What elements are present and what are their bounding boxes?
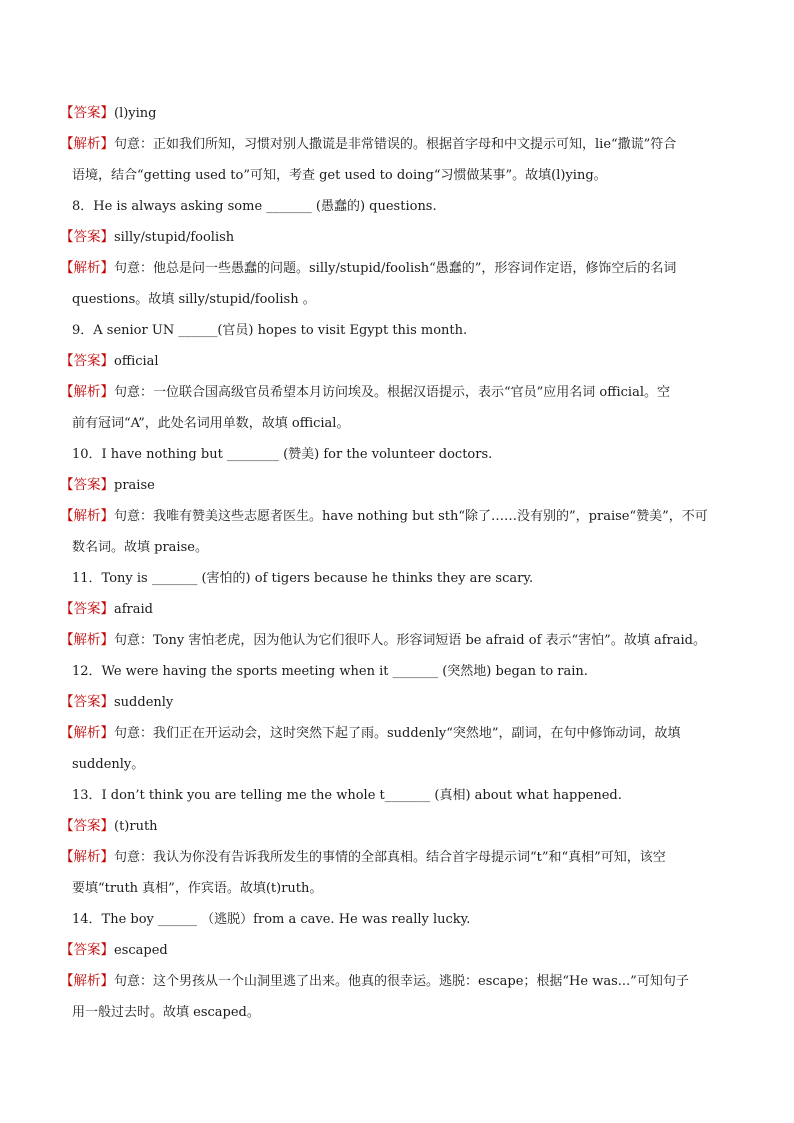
analysis-text: 句意：他总是问一些愚蠢的问题。silly/stupid/foolish“愚蠢的”，形容词作定语，修饰空后的名词 xyxy=(114,261,677,276)
analysis-line xyxy=(60,501,724,532)
answer-text: official xyxy=(114,354,159,369)
answer-line xyxy=(60,811,724,842)
answer-text: silly/stupid/foolish xyxy=(114,230,235,245)
analysis-line xyxy=(60,625,724,656)
answer-text: suddenly xyxy=(114,695,174,710)
analysis-continuation xyxy=(72,749,724,780)
continuation-text: 前有冠词“A”，此处名词用单数，故填 official。 xyxy=(72,416,350,431)
answer-text: (l)ying xyxy=(114,106,157,121)
answer-line xyxy=(60,98,724,129)
analysis-text: 句意：Tony 害怕老虎，因为他认为它们很吓人。形容词短语 be afraid of 表示“害怕”。故填 afraid。 xyxy=(114,633,706,648)
question-line xyxy=(72,656,724,687)
analysis-text: 句意：我们正在开运动会，这时突然下起了雨。suddenly“突然地”，副词，在句中修饰动词，故填 xyxy=(114,726,681,741)
answer-line xyxy=(60,346,724,377)
answer-tag: 【答案】 xyxy=(60,694,114,710)
question-text: 11．Tony is _______ (害怕的) of tigers because he thinks they are scary. xyxy=(72,571,534,586)
answer-tag: 【答案】 xyxy=(60,818,114,834)
question-text: 9．A senior UN ______(官员) hopes to visit Egypt this month. xyxy=(72,323,468,338)
question-text: 10．I have nothing but ________ (赞美) for the volunteer doctors. xyxy=(72,447,493,462)
analysis-tag: 【解析】 xyxy=(60,260,114,276)
analysis-text: 句意：一位联合国高级官员希望本月访问埃及。根据汉语提示，表示“官员”应用名词 official。空 xyxy=(114,385,670,400)
analysis-line xyxy=(60,718,724,749)
analysis-tag: 【解析】 xyxy=(60,632,114,648)
answer-tag: 【答案】 xyxy=(60,105,114,121)
answer-tag: 【答案】 xyxy=(60,477,114,493)
analysis-line xyxy=(60,129,724,160)
question-line xyxy=(72,315,724,346)
analysis-tag: 【解析】 xyxy=(60,849,114,865)
analysis-line xyxy=(60,377,724,408)
analysis-text: 句意：我认为你没有告诉我所发生的事情的全部真相。结合首字母提示词“t”和“真相”可知，该空 xyxy=(114,850,666,865)
analysis-tag: 【解析】 xyxy=(60,508,114,524)
analysis-tag: 【解析】 xyxy=(60,136,114,152)
question-line xyxy=(72,439,724,470)
document-page xyxy=(60,98,724,1028)
analysis-continuation xyxy=(72,873,724,904)
answer-line xyxy=(60,935,724,966)
answer-line xyxy=(60,222,724,253)
answer-line xyxy=(60,470,724,501)
question-line xyxy=(72,904,724,935)
analysis-tag: 【解析】 xyxy=(60,725,114,741)
answer-line xyxy=(60,687,724,718)
question-text: 12．We were having the sports meeting when it _______ (突然地) began to rain. xyxy=(72,664,588,679)
answer-tag: 【答案】 xyxy=(60,353,114,369)
question-text: 14．The boy ______ （逃脱）from a cave. He was really lucky. xyxy=(72,912,471,927)
analysis-line xyxy=(60,253,724,284)
continuation-text: questions。故填 silly/stupid/foolish 。 xyxy=(72,292,316,307)
analysis-continuation xyxy=(72,408,724,439)
analysis-continuation xyxy=(72,160,724,191)
answer-tag: 【答案】 xyxy=(60,942,114,958)
continuation-text: 语境，结合“getting used to”可知，考查 get used to doing“习惯做某事”。故填(l)ying。 xyxy=(72,168,607,183)
answer-tag: 【答案】 xyxy=(60,601,114,617)
question-line xyxy=(72,191,724,222)
question-line xyxy=(72,563,724,594)
question-text: 13．I don’t think you are telling me the whole t_______ (真相) about what happened. xyxy=(72,788,622,803)
question-text: 8．He is always asking some _______ (愚蠢的) questions. xyxy=(72,199,437,214)
analysis-text: 句意：正如我们所知，习惯对别人撒谎是非常错误的。根据首字母和中文提示可知，lie“撒谎”符合 xyxy=(114,137,677,152)
answer-text: afraid xyxy=(114,602,154,617)
answer-text: escaped xyxy=(114,943,168,958)
continuation-text: suddenly。 xyxy=(72,757,145,772)
answer-tag: 【答案】 xyxy=(60,229,114,245)
continuation-text: 用一般过去时。故填 escaped。 xyxy=(72,1005,260,1020)
continuation-text: 要填“truth 真相”，作宾语。故填(t)ruth。 xyxy=(72,881,323,896)
analysis-tag: 【解析】 xyxy=(60,973,114,989)
analysis-line xyxy=(60,966,724,997)
analysis-line xyxy=(60,842,724,873)
analysis-continuation xyxy=(72,997,724,1028)
question-line xyxy=(72,780,724,811)
analysis-text: 句意：这个男孩从一个山洞里逃了出来。他真的很幸运。逃脱：escape；根据“He was...”可知句子 xyxy=(114,974,689,989)
analysis-tag: 【解析】 xyxy=(60,384,114,400)
answer-line xyxy=(60,594,724,625)
analysis-continuation xyxy=(72,532,724,563)
answer-text: (t)ruth xyxy=(114,819,158,834)
answer-text: praise xyxy=(114,478,155,493)
analysis-continuation xyxy=(72,284,724,315)
continuation-text: 数名词。故填 praise。 xyxy=(72,540,208,555)
analysis-text: 句意：我唯有赞美这些志愿者医生。have nothing but sth“除了……没有别的”，praise“赞美”，不可 xyxy=(114,509,708,524)
